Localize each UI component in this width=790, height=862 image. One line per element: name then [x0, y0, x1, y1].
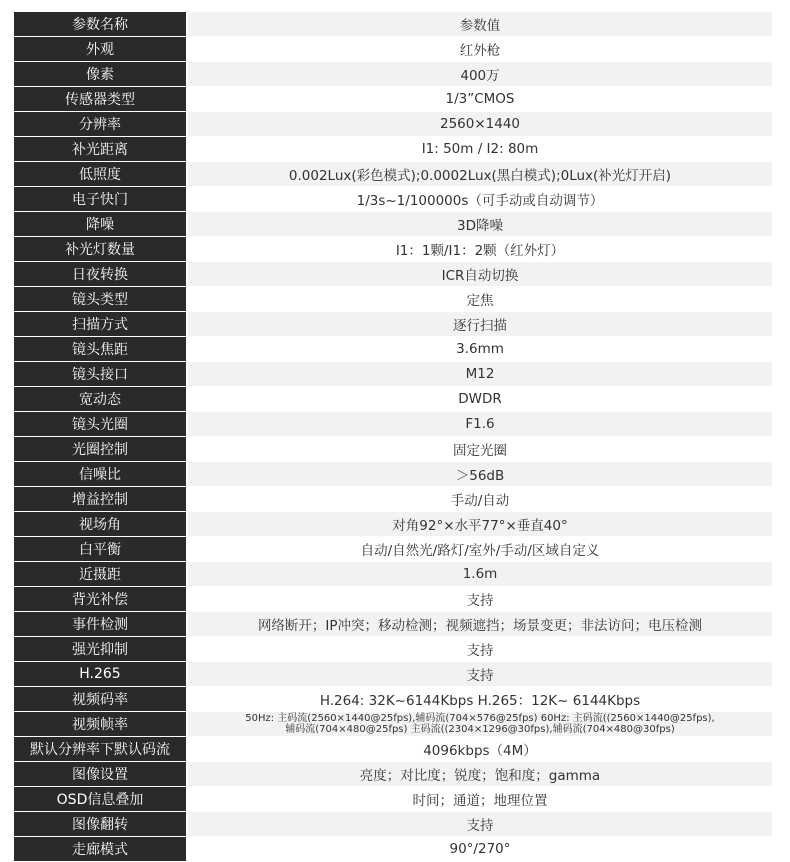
table-row — [14, 237, 772, 261]
table-row — [14, 312, 772, 336]
row-key: 补光灯数量 — [14, 237, 186, 261]
row-key: 近摄距 — [14, 562, 186, 586]
row-value: 90°/270° — [188, 837, 772, 861]
table-row — [14, 837, 772, 861]
row-key: 信噪比 — [14, 462, 186, 486]
row-value: 支持 — [188, 662, 772, 686]
row-key: 电子快门 — [14, 187, 186, 211]
table-row — [14, 562, 772, 586]
table-header-row — [14, 12, 772, 36]
row-key: 低照度 — [14, 162, 186, 186]
table-row — [14, 587, 772, 611]
table-row — [14, 712, 772, 736]
row-key: 视频码率 — [14, 687, 186, 711]
row-value: M12 — [188, 362, 772, 386]
table-row — [14, 137, 772, 161]
row-value: 支持 — [188, 812, 772, 836]
row-value: 3D降噪 — [188, 212, 772, 236]
row-key: 日夜转换 — [14, 262, 186, 286]
table-row — [14, 112, 772, 136]
row-value: 红外枪 — [188, 37, 772, 61]
row-key: 视频帧率 — [14, 712, 186, 736]
row-key: 像素 — [14, 62, 186, 86]
row-value: ＞56dB — [188, 462, 772, 486]
row-key: 外观 — [14, 37, 186, 61]
row-value: 1.6m — [188, 562, 772, 586]
row-value: H.264: 32K~6144Kbps H.265：12K~ 6144Kbps — [188, 687, 772, 711]
table-row — [14, 512, 772, 536]
row-value: 1/3s~1/100000s（可手动或自动调节） — [188, 187, 772, 211]
row-key: 镜头光圈 — [14, 412, 186, 436]
table-row — [14, 662, 772, 686]
row-value: 4096kbps（4M） — [188, 737, 772, 761]
row-key: H.265 — [14, 662, 186, 686]
row-value: ICR自动切换 — [188, 262, 772, 286]
row-key: 光圈控制 — [14, 437, 186, 461]
row-key: OSD信息叠加 — [14, 787, 186, 811]
table-row — [14, 537, 772, 561]
row-key: 分辨率 — [14, 112, 186, 136]
table-row — [14, 737, 772, 761]
row-key: 图像翻转 — [14, 812, 186, 836]
row-value: 3.6mm — [188, 337, 772, 361]
row-value: 1/3”CMOS — [188, 87, 772, 111]
spec-table — [14, 12, 772, 862]
row-value: 网络断开；IP冲突；移动检测；视频遮挡；场景变更；非法访问；电压检测 — [188, 612, 772, 636]
row-key: 镜头类型 — [14, 287, 186, 311]
table-row — [14, 287, 772, 311]
row-key: 降噪 — [14, 212, 186, 236]
row-value: 支持 — [188, 587, 772, 611]
row-value: 时间；通道；地理位置 — [188, 787, 772, 811]
row-key: 扫描方式 — [14, 312, 186, 336]
table-row — [14, 812, 772, 836]
row-value: 定焦 — [188, 287, 772, 311]
table-row — [14, 262, 772, 286]
row-key: 传感器类型 — [14, 87, 186, 111]
header-key: 参数名称 — [14, 12, 186, 36]
row-value: 400万 — [188, 62, 772, 86]
row-value: DWDR — [188, 387, 772, 411]
table-row — [14, 62, 772, 86]
table-row — [14, 687, 772, 711]
row-key: 视场角 — [14, 512, 186, 536]
table-row — [14, 162, 772, 186]
row-key: 图像设置 — [14, 762, 186, 786]
table-row — [14, 437, 772, 461]
row-key: 强光抑制 — [14, 637, 186, 661]
row-value: 手动/自动 — [188, 487, 772, 511]
row-value: 对角92°×水平77°×垂直40° — [188, 512, 772, 536]
row-key: 走廊模式 — [14, 837, 186, 861]
header-value: 参数值 — [188, 12, 772, 36]
table-row — [14, 612, 772, 636]
row-value: I1: 50m / I2: 80m — [188, 137, 772, 161]
row-value: 逐行扫描 — [188, 312, 772, 336]
table-row — [14, 387, 772, 411]
row-value: F1.6 — [188, 412, 772, 436]
row-key: 增益控制 — [14, 487, 186, 511]
row-key: 宽动态 — [14, 387, 186, 411]
row-value: 2560×1440 — [188, 112, 772, 136]
row-key: 默认分辨率下默认码流 — [14, 737, 186, 761]
table-row — [14, 787, 772, 811]
row-value-line: 50Hz: 主码流(2560×1440@25fps),辅码流(704×576@25fps) 60Hz: 主码流((2560×1440@25fps), — [245, 713, 715, 724]
row-key: 背光补偿 — [14, 587, 186, 611]
row-value: 支持 — [188, 637, 772, 661]
table-row — [14, 187, 772, 211]
row-value: I1：1颗/I1：2颗（红外灯） — [188, 237, 772, 261]
row-value-line: 辅码流(704×480@25fps) 主码流((2304×1296@30fps),辅码流(704×480@30fps) — [285, 724, 675, 735]
table-row — [14, 412, 772, 436]
table-row — [14, 212, 772, 236]
table-row — [14, 637, 772, 661]
row-key: 补光距离 — [14, 137, 186, 161]
row-value — [188, 712, 772, 736]
table-row — [14, 87, 772, 111]
row-value: 0.002Lux(彩色模式);0.0002Lux(黑白模式);0Lux(补光灯开启) — [188, 162, 772, 186]
table-row — [14, 762, 772, 786]
row-value: 自动/自然光/路灯/室外/手动/区域自定义 — [188, 537, 772, 561]
row-key: 事件检测 — [14, 612, 186, 636]
row-key: 白平衡 — [14, 537, 186, 561]
row-key: 镜头接口 — [14, 362, 186, 386]
row-value: 固定光圈 — [188, 437, 772, 461]
row-value: 亮度；对比度；锐度；饱和度；gamma — [188, 762, 772, 786]
table-row — [14, 487, 772, 511]
table-row — [14, 37, 772, 61]
table-row — [14, 362, 772, 386]
table-row — [14, 337, 772, 361]
table-row — [14, 462, 772, 486]
row-key: 镜头焦距 — [14, 337, 186, 361]
